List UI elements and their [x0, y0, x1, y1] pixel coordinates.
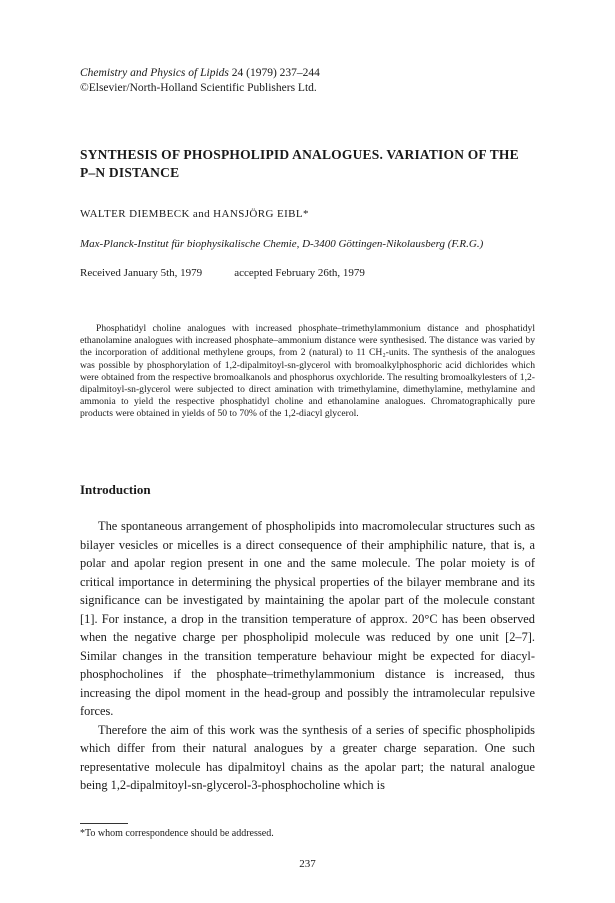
paper-title: SYNTHESIS OF PHOSPHOLIPID ANALOGUES. VARIATION OF THE P–N DISTANCE — [80, 147, 519, 180]
footnote-rule — [80, 823, 128, 824]
affiliation: Max-Planck-Institut für biophysikalische Chemie, D-3400 Göttingen-Nikolausberg (F.R.G.) — [80, 238, 484, 250]
received-date: Received January 5th, 1979 — [80, 267, 203, 279]
dates-line — [80, 267, 365, 279]
paragraph: Therefore the aim of this work was the synthesis of a series of specific phospholipids which differ from their natural analogues by a greater charge separation. One such representative molecule has dipalmitoyl chains as the apolar part; the natural analogue being 1,2-dipalmitoyl-sn-glycerol-3-phosphocholine which is — [80, 722, 535, 792]
page-number: 237 — [299, 858, 316, 870]
journal-header — [80, 66, 320, 96]
accepted-date: accepted February 26th, 1979 — [234, 267, 365, 279]
journal-volume-pages: 24 (1979) 237–244 — [228, 67, 320, 79]
abstract-text: Phosphatidyl choline analogues with increased phosphate–trimethylammonium distance and phosphatidyl ethanolamine analogues with increased phosphate–ammonium distance were synthesised. The distance was varied by the incorporation of additional methylene groups, from 2 (natural) to 11 CH₂-units. The synthesis of the analogues was possible by phosphorylation of 1,2-dipalmitoyl-sn-glycerol with bromoalkylphosphoric acid dichlorides which were obtained from the respective bromoalkanols and phosphorus oxychloride. The resulting bromoalkylesters of 1,2-dipalmitoyl-sn-glycerol were subjected to direct amination with trimethylamine, dimethylamine, methylamine and ammonia to yield the respective phosphatidyl choline and ethanolamine analogues. Chromatographically pure products were obtained in yields of 50 to 70% of the 1,2-diacyl glycerol. — [80, 323, 535, 420]
footnote: *To whom correspondence should be addressed. — [80, 828, 274, 839]
journal-title: Chemistry and Physics of Lipids — [80, 67, 229, 79]
publisher-line: ©Elsevier/North-Holland Scientific Publishers Ltd. — [80, 82, 317, 94]
paragraph: The spontaneous arrangement of phospholipids into macromolecular structures such as bilayer vesicles or micelles is a direct consequence of their amphiphilic nature, that is, a polar and apolar region present in one and the same molecule. The polar moiety is of critical importance in determining the physical properties of the bilayer membrane and its significance can be investigated by maintaining the apolar part of the molecule constant [1]. For instance, a drop in the transition temperature of approx. 20°C has been observed when the negative charge per phospholipid molecule was reduced by one unit [2–7]. Similar changes in the transition temperature behaviour might be expected for diacyl-phosphocholines if the phosphate–trimethylammonium distance is increased, thus increasing the dipol moment in the head-group and possibly the intramolecular repulsive forces. — [80, 519, 535, 718]
section-heading: Introduction — [80, 482, 151, 497]
authors: WALTER DIEMBECK and HANSJÖRG EIBL* — [80, 208, 309, 220]
journal-citation — [80, 66, 320, 81]
body-text — [80, 517, 535, 795]
abstract — [80, 323, 535, 421]
